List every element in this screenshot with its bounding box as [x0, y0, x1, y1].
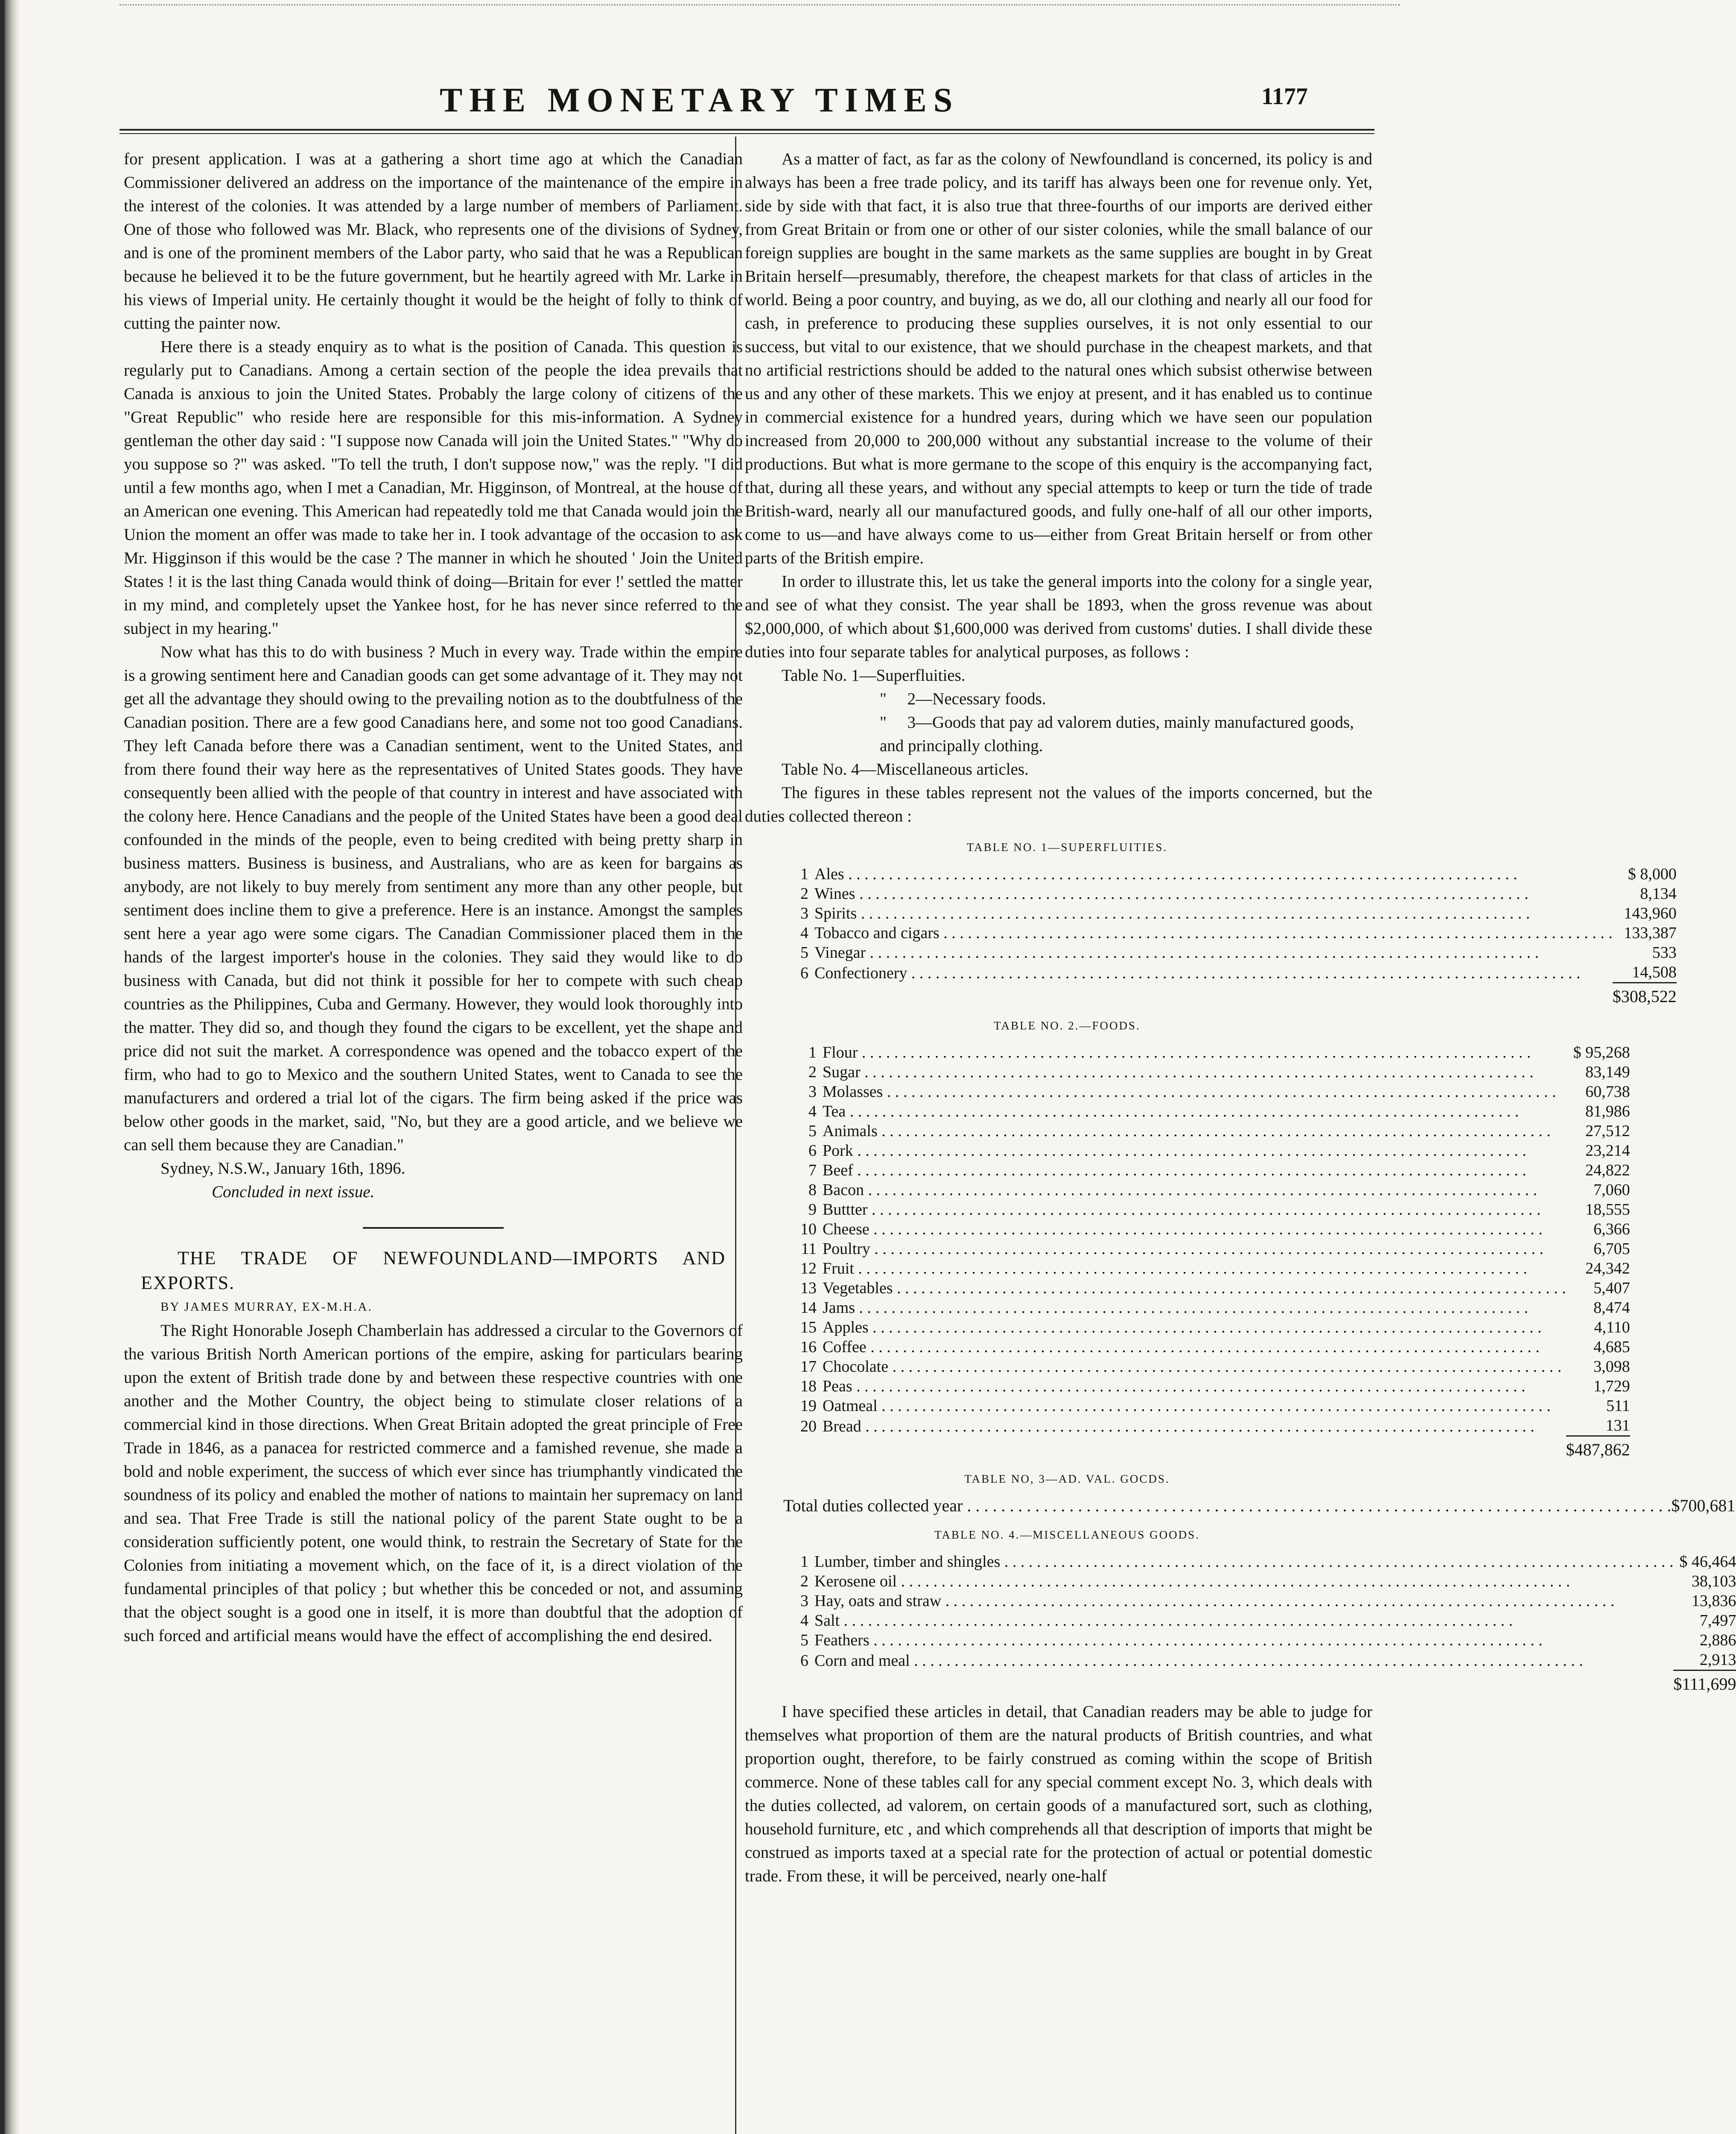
table-row: [800, 1043, 1630, 1062]
table-list-text: 2—Necessary foods.: [907, 690, 1046, 708]
row-value: 5,407: [1593, 1279, 1630, 1297]
table-total: $487,862: [1566, 1436, 1630, 1460]
leader-dots: [1000, 1553, 1673, 1571]
row-value: 14,508: [1632, 963, 1677, 981]
leader-dots: [846, 1102, 1519, 1120]
article-separator: [363, 1227, 504, 1229]
table1-superfluities: [800, 864, 1677, 1006]
row-item: Sugar: [823, 1063, 861, 1081]
paragraph: As a matter of fact, as far as the colony of Newfoundland is concerned, its policy is and always has been a free trade policy, and its tariff has always been one for revenue only. Yet, side by side with that fact, it is also true that three-fourths of our imports are derived either from Great Britain or from one or other of our sister colonies, while the small balance of our foreign supplies are bought in the same markets as the same supplies are bought in by Great Britain herself—presumably, therefore, the cheapest markets for that class of articles in the world. Being a poor country, and buying, as we do, all our clothing and nearly all our food for cash, in preference to producing these supplies ourselves, it is not only essential to our success, but vital to our existence, that we should purchase in the cheapest markets, and that no artificial restrictions should be added to the natural ones which subsist otherwise between us and any other of these markets. This we enjoy at present, and it has enabled us to continue in commercial existence for a hundred years, during which we have seen our population increased from 20,000 to 200,000 without any substantial increase to the volume of their productions. But what is more germane to the scope of this enquiry is the accompanying fact, that, during all these years, and without any special attempts to keep or turn the tide of trade British-ward, nearly all our manufactured goods, and fully one-half of all our other imports, come to us—and have always come to us—either from Great Britain herself or from other parts of the British empire.: [745, 150, 1372, 567]
table-row: [800, 1239, 1630, 1259]
table-list: [745, 664, 1372, 781]
leader-dots: [853, 1161, 1526, 1179]
row-item: Jams: [823, 1299, 855, 1317]
row-value: 4,110: [1594, 1318, 1630, 1336]
ditto-mark: ": [880, 690, 887, 708]
row-item: Poultry: [823, 1240, 870, 1258]
row-number: 9: [808, 1201, 817, 1219]
row-number: 2: [800, 1572, 808, 1590]
leader-dots: [878, 1122, 1551, 1140]
table4-miscellaneous: [800, 1552, 1736, 1694]
row-item: Coffee: [823, 1338, 867, 1356]
table-row: [800, 1200, 1630, 1219]
leader-dots: [910, 1652, 1583, 1670]
table-row: [800, 1630, 1736, 1650]
row-number: 15: [800, 1318, 817, 1336]
table-row: [800, 1396, 1630, 1416]
row-value: $ 95,268: [1573, 1044, 1630, 1061]
leader-dots: [893, 1279, 1566, 1297]
paragraph: for present application. I was at a gathering a short time ago at which the Canadian Commissioner delivered an address on the importance of the maintenance of the empire in the interest of the colonies. It was attended by a large number of members of Parliament. One of those who followed was Mr. Black, who represents one of the divisions of Sydney, and is one of the prominent members of the Labor party, who said that he was a Republican because he believed it to be the future government, but he heartily agreed with Mr. Larke in his views of Imperial unity. He certainly thought it would be the height of folly to think of cutting the painter now.: [124, 150, 743, 332]
row-value: 8,474: [1593, 1299, 1630, 1317]
row-value: 2,913: [1699, 1651, 1736, 1669]
page-number: 1177: [1261, 83, 1308, 110]
row-value: 8,134: [1640, 885, 1677, 903]
row-value: 60,738: [1585, 1083, 1630, 1101]
table3-ad-valorem: [783, 1496, 1735, 1516]
row-item: Corn and meal: [814, 1651, 910, 1670]
row-number: 12: [800, 1259, 817, 1277]
leader-dots: [866, 944, 1539, 962]
row-number: 3: [808, 1083, 817, 1101]
leader-dots: [869, 1220, 1543, 1238]
leader-dots: [941, 1592, 1614, 1610]
table-row: [800, 1357, 1630, 1376]
row-value: 533: [1652, 944, 1677, 962]
row-number: 4: [800, 1612, 808, 1630]
leader-dots: [844, 865, 1517, 883]
row-number: 10: [800, 1220, 817, 1238]
paragraph: The Right Honorable Joseph Chamberlain has addressed a circular to the Governors of the various British North American portions of the empire, asking for particulars bearing upon the extent of British trade done by and between these respective countries with one another and the Mother Country, the object being to stimulate closer relations of a commercial kind in those directions. When Great Britain adopted the great principle of Free Trade in 1846, as a panacea for restricted commerce and a famished revenue, she made a bold and noble experiment, the success of which ever since has triumphantly vindicated the soundness of its policy and enabled the mother of nations to maintain her supremacy on land and sea. That Free Trade is still the national policy of the parent State ought to be a consideration sufficiently potent, one would think, to restrain the Secretary of State for the Colonies from initiating a movement which, on the face of it, is a direct violation of the fundamental principles of that policy ; but whether this be conceded or not, and assuming that the object sought is a good one in itself, it is more than doubtful that the adoption of such forced and artificial means would have the effect of accomplishing the end desired.: [124, 1321, 743, 1645]
row-number: 5: [800, 1631, 808, 1649]
ditto-mark: ": [880, 713, 887, 732]
table-row: [800, 1298, 1630, 1318]
paragraph: In order to illustrate this, let us take the general imports into the colony for a single year, and see of what they consist. The year shall be 1893, when the gross revenue was about $2,000,000, of which about $1,600,000 was derived from customs' duties. I shall divide these duties into four separate tables for analytical purposes, as follows :: [745, 572, 1372, 661]
row-value: $ 8,000: [1628, 865, 1677, 883]
row-number: 4: [808, 1102, 817, 1120]
row-value: 133,387: [1624, 924, 1677, 942]
paragraph: Now what has this to do with business ? Much in every way. Trade within the empire is a growing sentiment here and Canadian goods can get some advantage of it. They may not get all the advantage they should owing to the prevailing notion as to the doubtfulness of the Canadian position. There are a few good Canadians here, and some not too good Canadians. They left Canada before there was a Canadian sentiment, went to the United States, and from there found their way here as the representatives of United States goods. They have consequently been allied with the people of that country in interest and have associated with the colony here. Hence Canadians and the people of the United States have been a good deal confounded in the minds of the people, even to being credited with being pretty sharp in business matters. Business is business, and Australians, who are as keen for bargains as anybody, are not likely to buy merely from sentiment any more than any other people, but sentiment does incline them to give a preference. Here is an instance. Amongst the samples sent here a year ago were some cigars. The Canadian Commissioner placed them in the hands of the largest importer's house in the colonies. They said they would like to do business with Canada, but did not think it possible for her to compete with such cheap countries as the Philippines, Cuba and Germany. However, they would look thoroughly into the matter. They did so, and though they found the cigars to be excellent, yet the shape and price did not suit the market. A correspondence was opened and the tobacco expert of the firm, who had to go to Mexico and the southern United States, went to Canada to see the manufacturers and ordered a trial lot of the cigars. The firm being asked if the price was below other goods in the market, said, "No, but they are a good article, and we believe we can sell them because they are Canadian.": [124, 643, 743, 1154]
row-item: Apples: [823, 1318, 869, 1336]
row-value: 511: [1606, 1397, 1630, 1415]
table-row: [800, 1318, 1630, 1337]
table-list-item: [782, 664, 1372, 687]
row-item: Vegetables: [823, 1279, 893, 1297]
row-value: 27,512: [1585, 1122, 1630, 1140]
row-number: 6: [808, 1142, 817, 1160]
row-item: Tobacco and cigars: [814, 924, 939, 942]
leader-dots: [883, 1083, 1556, 1101]
row-number: 4: [800, 924, 808, 942]
row-item: Bread: [823, 1417, 861, 1435]
table-row: [800, 1180, 1630, 1200]
right-column: [745, 147, 1736, 1888]
row-value: 83,149: [1585, 1063, 1630, 1081]
publication-title: THE MONETARY TIMES: [440, 82, 960, 119]
table-row: [800, 1062, 1630, 1082]
row-number: 2: [800, 885, 808, 903]
leader-dots: [858, 1044, 1531, 1061]
leader-dots: [855, 885, 1529, 903]
table-row: [800, 1141, 1630, 1160]
leader-dots: [878, 1397, 1551, 1415]
table3-label: Total duties collected year: [783, 1496, 963, 1515]
table-row: [800, 1552, 1736, 1571]
row-item: Confectionery: [814, 964, 907, 982]
table-row: [800, 1650, 1736, 1670]
table4-caption: TABLE NO. 4.—MISCELLANEOUS GOODS.: [934, 1528, 1200, 1541]
row-item: Pork: [823, 1142, 853, 1160]
table-row: [800, 1082, 1630, 1102]
leader-dots: [867, 1338, 1540, 1356]
row-number: 13: [800, 1279, 817, 1297]
row-number: 16: [800, 1338, 817, 1356]
row-item: Feathers: [814, 1631, 869, 1649]
row-value: 18,555: [1585, 1201, 1630, 1219]
row-item: Lumber, timber and shingles: [814, 1553, 1001, 1571]
table-list-text: 3—Goods that pay ad valorem duties, mainly manufactured goods, and principally clothing.: [880, 713, 1354, 755]
row-item: Vinegar: [814, 944, 866, 962]
table-row: [800, 1219, 1630, 1239]
table-row: [800, 1611, 1736, 1630]
table-row: [800, 1160, 1630, 1180]
table-row: [800, 1278, 1630, 1298]
table-total-row: [800, 1436, 1630, 1460]
row-item: Cheese: [823, 1220, 869, 1238]
table-row: [800, 1102, 1630, 1121]
row-item: Chocolate: [823, 1358, 889, 1376]
table-row: [800, 962, 1677, 983]
row-number: 19: [800, 1397, 817, 1415]
row-item: Ales: [814, 865, 844, 883]
leader-dots: [861, 1063, 1534, 1081]
table-row: [800, 923, 1677, 943]
row-number: 14: [800, 1299, 817, 1317]
table-list-text: Miscellaneous articles.: [876, 760, 1029, 778]
row-value: 1,729: [1593, 1377, 1630, 1395]
row-value: 6,705: [1593, 1240, 1630, 1258]
table-list-item: [782, 758, 1372, 781]
row-value: 7,060: [1593, 1181, 1630, 1199]
table-row: [800, 1337, 1630, 1357]
row-item: Beef: [823, 1161, 853, 1179]
row-value: 7,497: [1699, 1612, 1736, 1630]
leader-dots: [869, 1318, 1542, 1336]
row-value: 143,960: [1624, 904, 1677, 922]
row-item: Animals: [823, 1122, 878, 1140]
row-item: Tea: [823, 1102, 846, 1120]
row-number: 7: [808, 1161, 817, 1179]
row-item: Kerosene oil: [814, 1572, 897, 1590]
row-number: 5: [800, 944, 808, 962]
leader-dots: [939, 924, 1613, 942]
leader-dots: [864, 1181, 1537, 1199]
table-row: [800, 1416, 1630, 1436]
row-number: 1: [800, 1553, 808, 1571]
table3-value: $700,681: [1671, 1496, 1736, 1515]
leader-dots: [854, 1259, 1527, 1277]
leader-dots: [852, 1377, 1526, 1395]
row-value: 23,214: [1585, 1142, 1630, 1160]
leader-dots: [888, 1358, 1561, 1376]
table-list-prefix: Table No. 1—: [782, 666, 876, 685]
row-value: 24,822: [1585, 1161, 1630, 1179]
row-item: Fruit: [823, 1259, 854, 1277]
row-value: 3,098: [1593, 1358, 1630, 1376]
table-total: $111,699: [1673, 1670, 1736, 1694]
leader-dots: [840, 1612, 1513, 1630]
dateline: Sydney, N.S.W., January 16th, 1896.: [160, 1159, 406, 1178]
leader-dots: [869, 1631, 1543, 1649]
row-value: 24,342: [1585, 1259, 1630, 1277]
concluded-note: Concluded in next issue.: [212, 1183, 375, 1201]
left-column: [124, 147, 743, 1647]
leader-dots: [853, 1142, 1526, 1160]
leader-dots: [870, 1240, 1543, 1258]
row-number: 20: [800, 1417, 817, 1435]
row-number: 1: [800, 865, 808, 883]
row-number: 18: [800, 1377, 817, 1395]
row-item: Hay, oats and straw: [814, 1592, 942, 1610]
row-number: 6: [800, 1651, 808, 1670]
table-list-prefix: Table No. 4—: [782, 760, 876, 778]
leader-dots: [855, 1299, 1528, 1317]
row-item: Wines: [814, 885, 855, 903]
row-item: Peas: [823, 1377, 852, 1395]
row-value: $ 46,464: [1679, 1553, 1736, 1571]
row-value: 81,986: [1585, 1102, 1630, 1120]
table-row: [800, 864, 1677, 884]
row-value: 13,836: [1691, 1592, 1736, 1610]
leader-dots: [857, 904, 1530, 922]
row-number: 17: [800, 1358, 817, 1376]
table-row: [800, 884, 1677, 904]
paragraph: I have specified these articles in detail, that Canadian readers may be able to judge for themselves what proportion of them are the natural products of British countries, and what proportion ought, therefore, to be fairly construed as coming within the scope of British commerce. None of these tables call for any special comment except No. 3, which deals with the duties collected, ad valorem, on certain goods of a manufactured sort, such as clothing, household furniture, etc , and which comprehends all that description of imports that might be construed as imports taxed at a special rate for the protection of actual or potential domestic trade. From these, it will be perceived, nearly one-half: [745, 1703, 1372, 1885]
row-value: 2,886: [1699, 1631, 1736, 1649]
row-item: Molasses: [823, 1083, 883, 1101]
row-item: Salt: [814, 1612, 840, 1630]
header-rule: [120, 129, 1374, 131]
table-row: [783, 1496, 1735, 1516]
page-binding-edge: [0, 0, 20, 2134]
leader-dots: [868, 1201, 1541, 1219]
table-row: [800, 1571, 1736, 1591]
row-item: Oatmeal: [823, 1397, 878, 1415]
row-number: 2: [808, 1063, 817, 1081]
leader-dots: [907, 964, 1580, 982]
table-total: $308,522: [1613, 983, 1677, 1007]
table-row: [800, 1591, 1736, 1611]
row-item: Flour: [823, 1044, 858, 1061]
row-number: 8: [808, 1181, 817, 1199]
leader-dots: [861, 1417, 1535, 1435]
table-total-row: [800, 1670, 1736, 1694]
table-list-item: [782, 711, 1372, 758]
row-number: 11: [801, 1240, 817, 1258]
row-number: 5: [808, 1122, 817, 1140]
article-byline: BY JAMES MURRAY, EX-M.H.A.: [160, 1300, 373, 1314]
row-value: 38,103: [1691, 1572, 1736, 1590]
table-list-item: [782, 687, 1372, 711]
article-title: THE TRADE OF NEWFOUNDLAND—IMPORTS AND EXPORTS.: [141, 1248, 726, 1293]
row-item: Spirits: [814, 904, 857, 922]
row-number: 3: [800, 1592, 808, 1610]
row-value: 131: [1605, 1417, 1630, 1434]
table-total-row: [800, 983, 1677, 1007]
row-item: Bacon: [823, 1181, 864, 1199]
table-row: [800, 1121, 1630, 1141]
row-item: Buttter: [823, 1201, 868, 1219]
leader-dots: [897, 1572, 1570, 1590]
row-value: 6,366: [1593, 1220, 1630, 1238]
paragraph: Here there is a steady enquiry as to what is the position of Canada. This question is regularly put to Canadians. Among a certain section of the people the idea prevails that Canada is anxious to join the United States. Probably the large colony of citizens of the "Great Republic" who reside here are responsible for this mis-information. A Sydney gentleman the other day said : "I suppose now Canada will join the United States." "Why do you suppose so ?" was asked. "To tell the truth, I don't suppose now," was the reply. "I did until a few months ago, when I met a Canadian, Mr. Higginson, of Montreal, at the house of an American one evening. This American had repeatedly told me that Canada would join the Union the moment an offer was made to take her in. I took advantage of the occasion to ask Mr. Higginson if this would be the case ? The manner in which he shouted ' Join the United States ! it is the last thing Canada would think of doing—Britain for ever !' settled the matter in my mind, and completely upset the Yankee host, for he has never since referred to the subject in my hearing.": [124, 338, 743, 638]
table-row: [800, 943, 1677, 962]
masthead: [0, 81, 1431, 128]
row-number: 1: [808, 1044, 817, 1061]
table-row: [800, 1376, 1630, 1396]
table2-caption: TABLE NO. 2.—FOODS.: [994, 1019, 1141, 1032]
table3-caption: TABLE NO, 3—AD. VAL. GOCDS.: [964, 1472, 1170, 1485]
paragraph: The figures in these tables represent not the values of the imports concerned, but the duties collected thereon :: [745, 784, 1372, 825]
row-number: 6: [800, 964, 808, 982]
header-rule-thin: [120, 133, 1374, 134]
top-dotted-rule: [120, 4, 1400, 6]
row-value: 4,685: [1593, 1338, 1630, 1356]
table1-caption: TABLE NO. 1—SUPERFLUITIES.: [966, 841, 1168, 854]
leader-dots: [963, 1496, 1671, 1515]
row-number: 3: [800, 904, 808, 922]
table-row: [800, 1259, 1630, 1278]
table-list-text: Superfluities.: [876, 666, 966, 685]
table-row: [800, 904, 1677, 923]
table2-foods: [800, 1043, 1630, 1460]
